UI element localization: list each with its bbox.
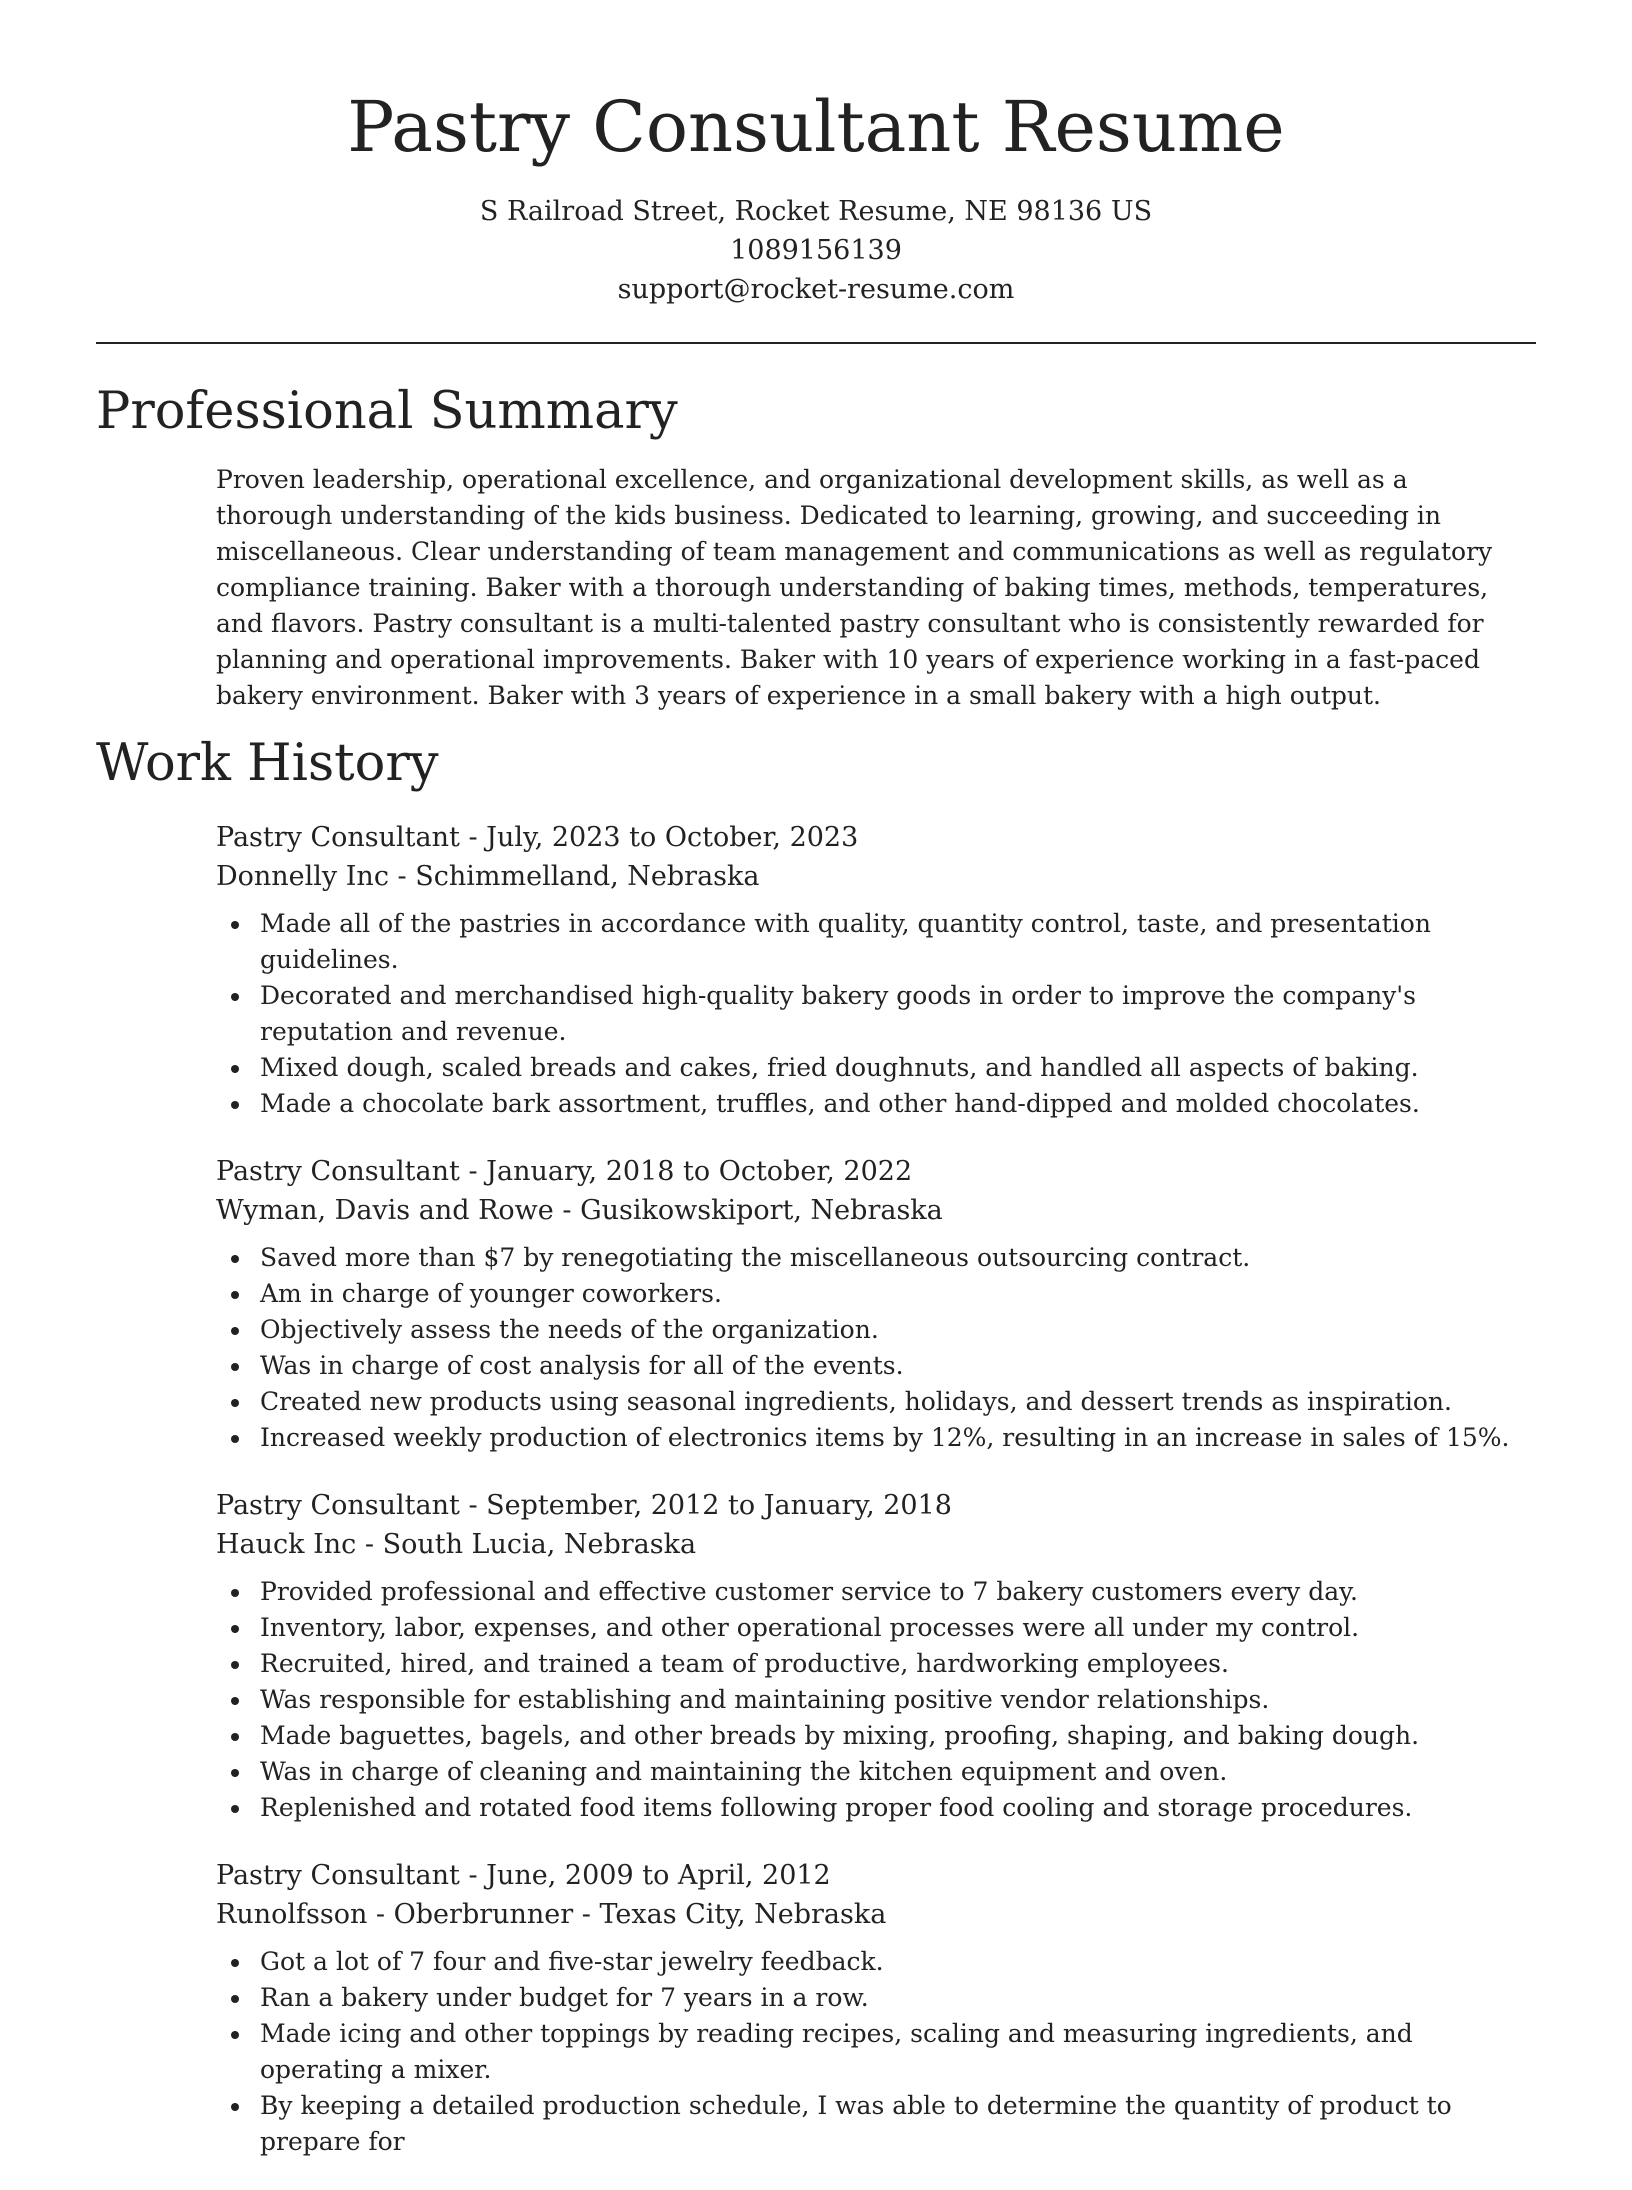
job-bullet: Got a lot of 7 four and five-star jewelry feedback. [260,1944,1536,1980]
summary-text: Proven leadership, operational excellence, and organizational development skills, as well as a thorough understanding of the kids business. Dedicated to learning, growing, and succeeding in miscellaneous. Clear understanding of team management and communications as well as regulatory compliance training. Baker with a thorough understanding of baking times, methods, temperatures, and flavors. Pastry consultant is a multi-talented pastry consultant who is consistently rewarded for planning and operational improvements. Baker with 10 years of experience working in a fast-paced bakery environment. Baker with 3 years of experience in a small bakery with a high output. [216,465,1493,710]
header-divider [96,342,1536,344]
job-bullet: Objectively assess the needs of the organization. [260,1312,1536,1348]
job-company: Wyman, Davis and Rowe [216,1195,554,1226]
job-dates: January, 2018 to October, 2022 [486,1156,913,1187]
job-company: Runolfsson - Oberbrunner [216,1899,574,1930]
contact-email: support@rocket-resume.com [617,274,1015,305]
job-location: Gusikowskiport, Nebraska [580,1195,943,1226]
job-entry [216,1152,1536,1456]
job-bullet: Saved more than $7 by renegotiating the miscellaneous outsourcing contract. [260,1240,1536,1276]
job-bullet: Replenished and rotated food items following proper food cooling and storage procedures. [260,1790,1536,1826]
work-history-list [216,818,1536,2190]
job-title-line: Pastry Consultant - July, 2023 to October, 2023 [216,822,859,853]
job-bullet: Made a chocolate bark assortment, truffles, and other hand-dipped and molded chocolates. [260,1086,1536,1122]
work-history-heading: Work History [96,734,439,793]
contact-address: S Railroad Street, Rocket Resume, NE 98136 US [479,196,1153,227]
contact-phone: 1089156139 [730,235,902,266]
job-company: Hauck Inc [216,1529,357,1560]
job-title: Pastry Consultant [216,1490,460,1521]
job-company-line: Hauck Inc - South Lucia, Nebraska [216,1529,697,1560]
job-bullet: Recruited, hired, and trained a team of productive, hardworking employees. [260,1646,1536,1682]
job-bullet-list [216,1574,1536,1826]
job-dates: June, 2009 to April, 2012 [486,1860,831,1891]
job-bullet: Decorated and merchandised high-quality bakery goods in order to improve the company's reputation and revenue. [260,978,1536,1050]
job-location: South Lucia, Nebraska [382,1529,697,1560]
job-title: Pastry Consultant [216,822,460,853]
job-bullet: Made icing and other toppings by reading recipes, scaling and measuring ingredients, and operating a mixer. [260,2016,1536,2088]
job-bullet: Made all of the pastries in accordance with quality, quantity control, taste, and presentation guidelines. [260,906,1536,978]
job-bullet: Am in charge of younger coworkers. [260,1276,1536,1312]
job-company-line: Runolfsson - Oberbrunner - Texas City, Nebraska [216,1899,887,1930]
job-bullet: Provided professional and effective customer service to 7 bakery customers every day. [260,1574,1536,1610]
job-company-line: Donnelly Inc - Schimmelland, Nebraska [216,861,760,892]
job-title-line: Pastry Consultant - September, 2012 to January, 2018 [216,1490,952,1521]
job-bullet: Mixed dough, scaled breads and cakes, fried doughnuts, and handled all aspects of baking. [260,1050,1536,1086]
job-bullet: Increased weekly production of electronics items by 12%, resulting in an increase in sales of 15%. [260,1420,1536,1456]
job-bullet-list [216,1944,1536,2160]
job-title: Pastry Consultant [216,1860,460,1891]
job-company: Donnelly Inc [216,861,389,892]
job-location: Schimmelland, Nebraska [415,861,760,892]
job-bullet: Inventory, labor, expenses, and other operational processes were all under my control. [260,1610,1536,1646]
job-entry [216,818,1536,1122]
job-bullet: By keeping a detailed production schedule, I was able to determine the quantity of product to prepare for [260,2088,1536,2160]
job-bullet: Was responsible for establishing and maintaining positive vendor relationships. [260,1682,1536,1718]
job-dates: July, 2023 to October, 2023 [486,822,859,853]
job-bullet-list [216,1240,1536,1456]
job-bullet: Was in charge of cleaning and maintaining the kitchen equipment and oven. [260,1754,1536,1790]
job-bullet: Made baguettes, bagels, and other breads by mixing, proofing, shaping, and baking dough. [260,1718,1536,1754]
job-bullet-list [216,906,1536,1122]
job-title: Pastry Consultant [216,1156,460,1187]
job-entry [216,1856,1536,2160]
contact-info [0,192,1632,309]
job-bullet: Created new products using seasonal ingredients, holidays, and dessert trends as inspiration. [260,1384,1536,1420]
job-company-line: Wyman, Davis and Rowe - Gusikowskiport, Nebraska [216,1195,943,1226]
job-entry [216,1486,1536,1826]
job-title-line: Pastry Consultant - June, 2009 to April, 2012 [216,1860,831,1891]
job-location: Texas City, Nebraska [599,1899,887,1930]
job-dates: September, 2012 to January, 2018 [486,1490,952,1521]
job-bullet: Was in charge of cost analysis for all of the events. [260,1348,1536,1384]
summary-heading: Professional Summary [96,382,678,441]
resume-title: Pastry Consultant Resume [347,86,1285,168]
job-title-line: Pastry Consultant - January, 2018 to October, 2022 [216,1156,913,1187]
job-bullet: Ran a bakery under budget for 7 years in a row. [260,1980,1536,2016]
